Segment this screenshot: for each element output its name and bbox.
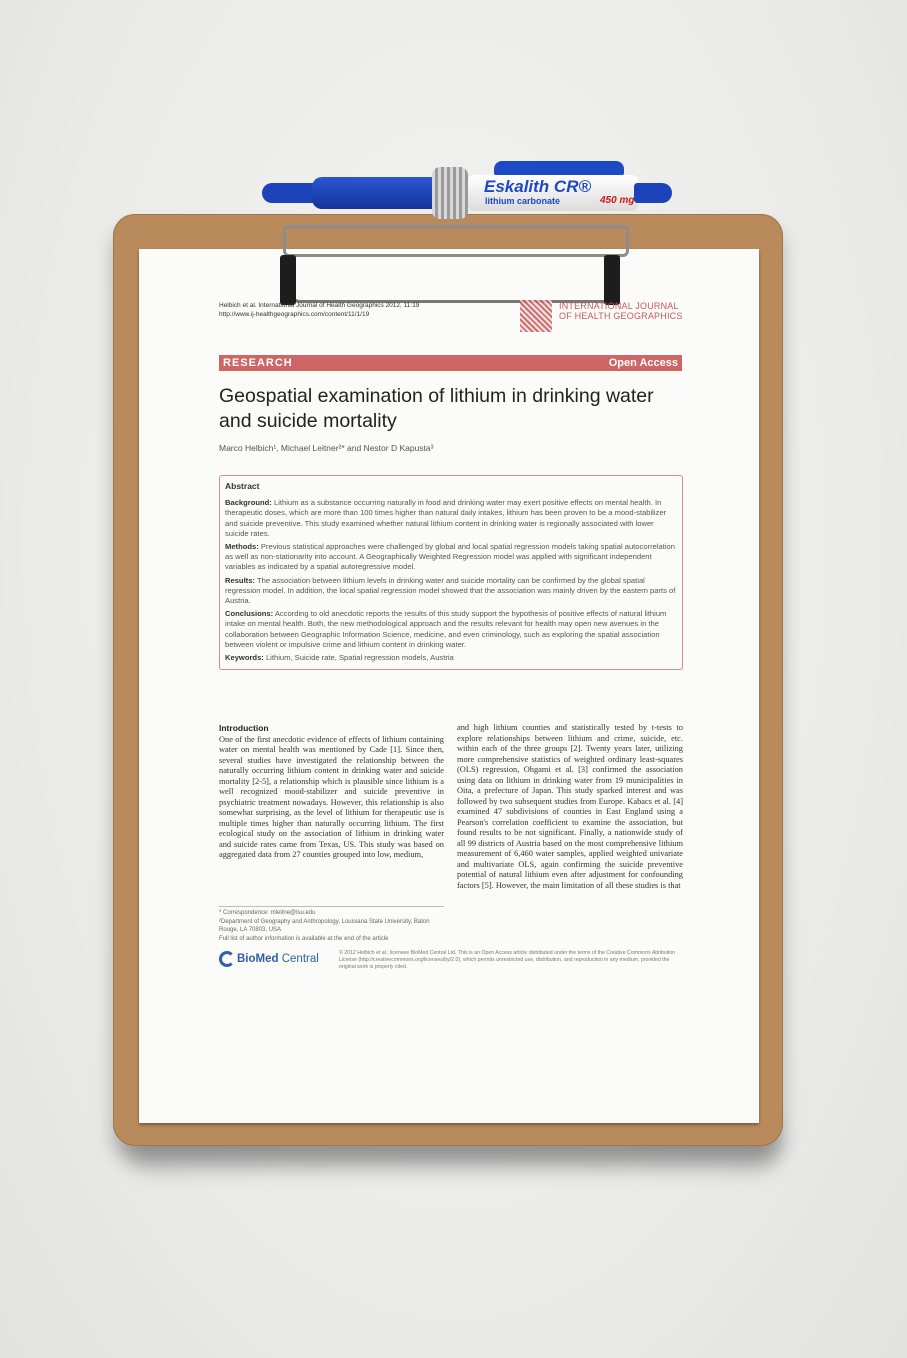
abstract-background xyxy=(225,498,677,539)
body-column-right: and high lithium counties and statistically tested by t-tests to explore relationships between lithium and crime, suicide, etc. within each of the three groups [2]. Twenty years later, utilizing more comprehensive statistics of weighted ordinary least-squares (OLS) regression, Ohgami et al. [3] confirmed the association using data on lithium in drinking water from 19 municipalities in Oita, a prefecture of Japan. This study sparked interest and was followed by two subsequent studies from Europe. Kabacs et al. [4] examined 47 subdivisions of counties in East England using a Pearson's correlation coefficient to examine the association, but found results to be not significant. Finally, a nationwide study of all 99 districts of Austria based on the most comprehensive lithium measurement of 6,460 water samples, applied weighted univariate and multivariate OLS, again confirming the suicide preventive potential of natural lithium even after adjustment for confounding factors [5]. However, the main limitation of all these studies is that xyxy=(457,723,683,890)
abstract-keywords xyxy=(225,653,677,663)
clip-bar xyxy=(283,225,629,257)
footnotes xyxy=(219,906,444,943)
article-header xyxy=(219,301,419,319)
journal-name-line1: INTERNATIONAL JOURNAL xyxy=(559,301,679,311)
publisher-logo xyxy=(219,951,319,967)
clip-foot-left xyxy=(280,255,296,305)
abstract-conclusions xyxy=(225,609,677,650)
journal-name xyxy=(559,301,683,321)
body-column-left xyxy=(219,723,444,861)
pen-tip xyxy=(634,183,672,203)
background-label: Background: xyxy=(225,498,272,508)
pen xyxy=(262,175,672,211)
results-label: Results: xyxy=(225,575,255,585)
pen-grip xyxy=(312,177,442,209)
abstract-methods xyxy=(225,542,677,573)
section-band xyxy=(219,355,682,371)
journal-logo-icon xyxy=(520,300,552,332)
paper-sheet xyxy=(139,249,759,1123)
pen-clip xyxy=(494,161,624,175)
keywords-label: Keywords: xyxy=(225,653,264,663)
abstract-box xyxy=(219,475,683,670)
authors: Marco Helbich¹, Michael Leitner²* and Nestor D Kapusta³ xyxy=(219,443,434,453)
footnote-author-info: Full list of author information is available at the end of the article xyxy=(219,935,389,942)
pen-ring xyxy=(432,167,468,219)
article-url: http://www.ij-healthgeographics.com/content/11/1/19 xyxy=(219,311,370,318)
background-text: Lithium as a substance occurring naturally in food and drinking water may exert positive effects on mental health. In therapeutic doses, which are more than 100 times higher than natural daily intakes, lithium has been proven to be a mood-stabilizer and suicide preventive. This study examined whether natural lithium content in drinking water is regionally associated with lower suicide rates. xyxy=(225,498,667,538)
conclusions-label: Conclusions: xyxy=(225,609,274,619)
article-type: RESEARCH xyxy=(223,357,293,369)
license-text: © 2012 Helbich et al.; licensee BioMed Central Ltd. This is an Open Access article distributed under the terms of the Creative Commons Attribution License (http://creativecommons.org/licenses/by/2.0), which permits unrestricted use, distribution, and reproduction in any medium, provided the original work is properly cited. xyxy=(339,950,676,971)
footnote-correspondence: * Correspondence: mleitne@lsu.edu xyxy=(219,910,316,916)
conclusions-text: According to old anecdotic reports the results of this study support the hypothesis of positive effects of natural lithium intake on mental health. Both, the new methodological approach and the results relevant for health may open new avenues in the collaboration between Geographic Information Science, medicine, and even criminology, such as exploring the spatial association between violent or impulsive crime and lithium content in drinking water. xyxy=(225,609,667,649)
publisher-name-thin: Central xyxy=(278,953,319,966)
introduction-text-left: One of the first anecdotic evidence of effects of lithium containing water on mental health was mentioned by Cade [1]. Since then, several studies have investigated the relationship between the naturally occurring lithium content in drinking water and suicide mortality [2-5], a relationship which is plausible since lithium is a well recognized mood-stabilizer and suicide preventive in psychiatric treatment nowadays. However, this relationship is also somewhat surprising, as the level of lithium for therapeutic use is multiple times higher than naturally occurring lithium. The first ecological study on the association of lithium in drinking water and suicide rates came from Texas, US. This study was based on aggregated data from 27 counties grouped into low, medium, xyxy=(219,734,444,859)
methods-label: Methods: xyxy=(225,542,259,552)
footnote-affiliation: ²Department of Geography and Anthropology, Louisiana State University, Baton Rouge, LA 70803, USA xyxy=(219,918,430,933)
methods-text: Previous statistical approaches were challenged by global and local spatial regression models taking spatial autocorrelation as well as non-stationarity into account. A Geographically Weighted Regression model was applied with significant independent variables as indicated by a spatial autoregressive model. xyxy=(225,542,675,572)
article-title: Geospatial examination of lithium in drinking water and suicide mortality xyxy=(219,385,654,432)
biomed-central-icon xyxy=(219,951,235,967)
citation: Helbich et al. International Journal of Health Geographics 2012, 11:19 xyxy=(219,302,420,309)
pen-dose: 450 mg xyxy=(600,195,635,206)
pen-brand: Eskalith CR® xyxy=(484,177,591,196)
abstract-results xyxy=(225,576,677,607)
publisher-name-bold: BioMed xyxy=(237,953,279,966)
keywords-text: Lithium, Suicide rate, Spatial regression models, Austria xyxy=(265,653,454,663)
clip-foot-right xyxy=(604,255,620,305)
results-text: The association between lithium levels in drinking water and suicide mortality can be confirmed by the global spatial regression model. In addition, the local spatial regression model showed that the association was mainly driven by the eastern parts of Austria. xyxy=(225,575,676,606)
introduction-heading: Introduction xyxy=(219,723,269,733)
pen-subtitle: lithium carbonate xyxy=(485,196,561,206)
journal-name-line2: OF HEALTH GEOGRAPHICS xyxy=(559,311,683,321)
open-access-label: Open Access xyxy=(608,357,678,369)
abstract-heading: Abstract xyxy=(225,481,260,491)
